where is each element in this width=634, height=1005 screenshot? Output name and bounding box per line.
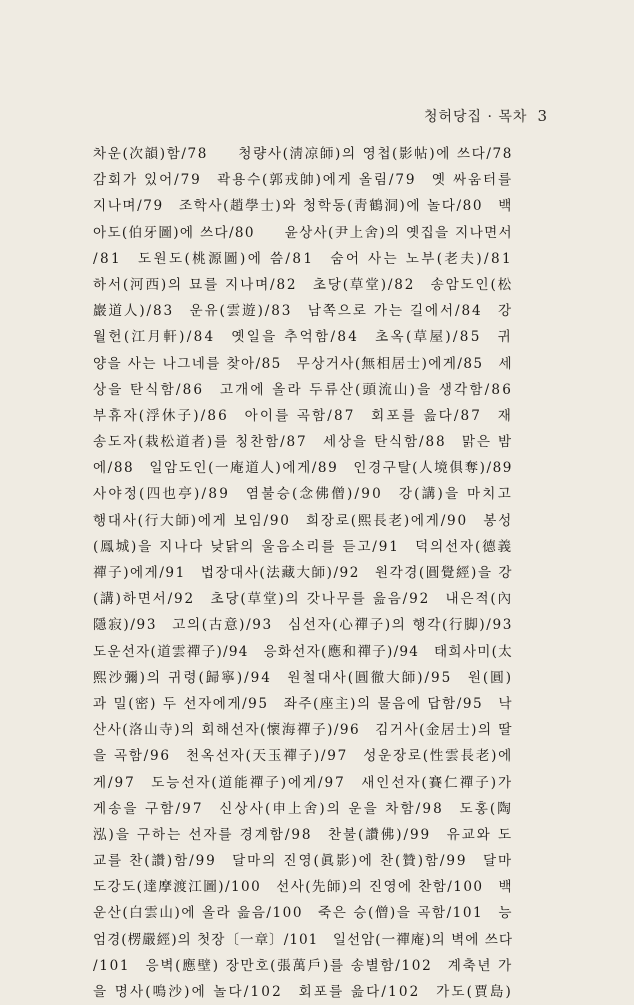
toc-line — [93, 193, 513, 219]
toc-line-text: 월헌(江月軒)/84 옛일을 추억함/84 초옥(草屋)/85 귀 — [93, 329, 513, 346]
toc-line-text: 에/88 일암도인(一庵道人)에게/89 인경구탈(人境俱奪)/89 — [93, 460, 513, 477]
toc-line-text: 감회가 있어/79 곽용수(郭戎帥)에게 올림/79 옛 싸움터를 — [93, 172, 513, 189]
toc-line — [93, 141, 513, 167]
toc-line — [93, 639, 513, 665]
toc-line-text: /81 도원도(桃源圖)에 씀/81 숨어 사는 노부(老夫)/81 — [93, 250, 513, 267]
toc-line — [93, 612, 513, 638]
toc-line-text: (講)하면서/92 초당(草堂)의 갓나무를 읊음/92 내은적(內 — [93, 591, 513, 608]
toc-line-text: 熙沙彌)의 귀령(歸寧)/94 원철대사(圓徹大師)/95 원(圓) — [93, 669, 513, 686]
toc-line — [93, 377, 513, 403]
toc-line-text: 지나며/79 조학사(趙學士)와 청학동(靑鶴洞)에 놀다/80 백 — [93, 198, 513, 215]
toc-line — [93, 403, 513, 429]
toc-line — [93, 324, 513, 350]
toc-line-text: 게송을 구함/97 신상사(申上舍)의 운을 차함/98 도홍(陶 — [93, 800, 513, 817]
toc-line — [93, 272, 513, 298]
toc-line — [93, 560, 513, 586]
toc-line-text: 隱寂)/93 고의(古意)/93 심선자(心禪子)의 행각(行脚)/93 — [93, 617, 513, 634]
toc-line — [93, 953, 513, 979]
toc-line-text: 산사(洛山寺)의 회해선자(懷海禪子)/96 김거사(金居士)의 딸 — [93, 722, 513, 739]
toc-line — [93, 586, 513, 612]
toc-line — [93, 246, 513, 272]
toc-line — [93, 900, 513, 926]
toc-line-text: 아도(伯牙圖)에 쓰다/80 윤상사(尹上舍)의 옛집을 지나면서 — [93, 224, 513, 241]
toc-line — [93, 927, 513, 953]
toc-line — [93, 717, 513, 743]
toc-line-text: 泓)을 구하는 선자를 경계함/98 찬불(讚佛)/99 유교와 도 — [93, 826, 513, 843]
toc-line — [93, 874, 513, 900]
toc-line — [93, 796, 513, 822]
toc-line-text: 하서(河西)의 묘를 지나며/82 초당(草堂)/82 송암도인(松 — [93, 276, 513, 293]
toc-line-text: 사야정(四也亭)/89 염불승(念佛僧)/90 강(講)을 마치고 — [93, 486, 513, 503]
toc-line-text: 을 곡함/96 천옥선자(天玉禪子)/97 성운장로(性雲長老)에 — [93, 748, 513, 765]
page-number: 3 — [537, 107, 548, 125]
toc-line — [93, 848, 513, 874]
toc-line — [93, 665, 513, 691]
toc-line — [93, 167, 513, 193]
toc-line — [93, 351, 513, 377]
toc-line — [93, 822, 513, 848]
toc-line-text: 송도자(栽松道者)를 칭찬함/87 세상을 탄식함/88 맑은 밤 — [93, 434, 513, 451]
toc-line — [93, 691, 513, 717]
toc-line-text: 巖道人)/83 운유(雲遊)/83 남쪽으로 가는 길에서/84 강 — [93, 303, 513, 320]
toc-line-text: 게/97 도능선자(道能禪子)에게/97 새인선자(賽仁禪子)가 — [93, 774, 513, 791]
table-of-contents — [93, 141, 513, 1005]
toc-line-text: 상을 탄식함/86 고개에 올라 두류산(頭流山)을 생각함/86 — [93, 381, 513, 398]
toc-line-text: 운산(白雲山)에 올라 읊음/100 죽은 승(僧)을 곡함/101 능 — [93, 905, 513, 922]
toc-line-text: 양을 사는 나그네를 찾아/85 무상거사(無相居士)에게/85 세 — [93, 355, 513, 372]
toc-line — [93, 455, 513, 481]
toc-line — [93, 220, 513, 246]
toc-line-text: 을 명사(鳴沙)에 놀다/102 회포를 읊다/102 가도(賈島) — [93, 984, 513, 1000]
toc-line-text: 도운선자(道雲禪子)/94 응화선자(應和禪子)/94 태희사미(太 — [93, 643, 513, 660]
toc-line-text: /101 응벽(應壁) 장만호(張萬戶)를 송별함/102 계축년 가 — [93, 957, 513, 974]
toc-line — [93, 481, 513, 507]
toc-line-text: 도강도(達摩渡江圖)/100 선사(先師)의 진영에 찬함/100 백 — [93, 879, 513, 896]
toc-line — [93, 508, 513, 534]
toc-line-text: 행대사(行大師)에게 보임/90 희장로(熙長老)에게/90 봉성 — [93, 512, 513, 529]
toc-line — [93, 743, 513, 769]
toc-line — [93, 770, 513, 796]
toc-line-text: 엄경(楞嚴經)의 첫장〔一章〕/101 일선암(一禪庵)의 벽에 쓰다 — [93, 931, 513, 948]
toc-line — [93, 534, 513, 560]
toc-line — [93, 979, 513, 1005]
toc-line-text: 차운(次韻)함/78 청량사(淸凉師)의 영첩(影帖)에 쓰다/78 — [93, 146, 513, 162]
toc-line-text: 부휴자(浮休子)/86 아이를 곡함/87 회포를 읊다/87 재 — [93, 407, 513, 424]
toc-line-text: 과 밀(密) 두 선자에게/95 좌주(座主)의 물음에 답함/95 낙 — [93, 695, 513, 712]
running-header — [424, 106, 548, 126]
toc-line-text: (鳳城)을 지나다 낮닭의 울음소리를 듣고/91 덕의선자(德義 — [93, 538, 513, 555]
header-title: 청허당집 · 목차 — [423, 109, 528, 125]
toc-line-text: 교를 찬(讚)함/99 달마의 진영(眞影)에 찬(贊)함/99 달마 — [93, 853, 513, 870]
toc-line — [93, 429, 513, 455]
toc-line-text: 禪子)에게/91 법장대사(法藏大師)/92 원각경(圓覺經)을 강 — [93, 565, 513, 581]
toc-line — [93, 298, 513, 324]
